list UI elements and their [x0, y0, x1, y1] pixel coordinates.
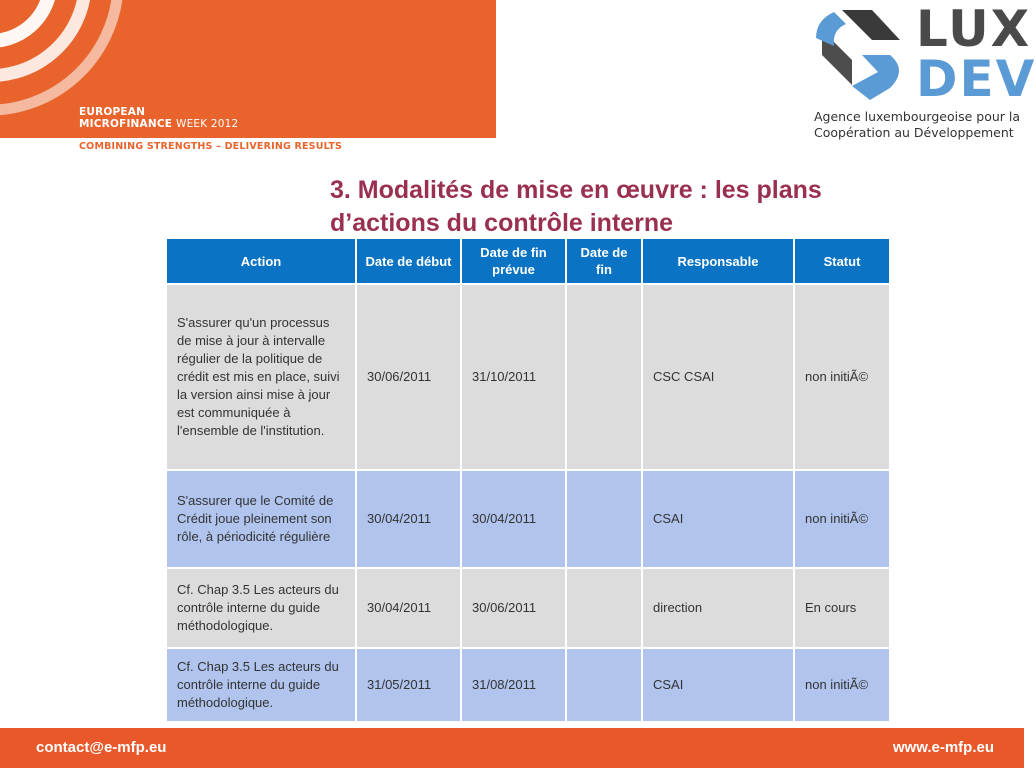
col-header-status: Statut — [794, 238, 890, 284]
cell-start-date: 30/04/2011 — [356, 568, 461, 648]
cell-end-date — [566, 568, 642, 648]
logo-word-dev: DEV — [916, 50, 1036, 108]
cell-start-date: 30/06/2011 — [356, 284, 461, 470]
contact-email-link[interactable]: contact@e-mfp.eu — [36, 739, 167, 756]
cell-responsible: direction — [642, 568, 794, 648]
cell-status: non initiÃ© — [794, 648, 890, 722]
col-header-end-date: Date de fin — [566, 238, 642, 284]
cell-end-date — [566, 470, 642, 568]
cell-planned-end-date: 31/08/2011 — [461, 648, 566, 722]
col-header-action: Action — [166, 238, 356, 284]
website-link[interactable]: www.e-mfp.eu — [892, 739, 994, 756]
cell-end-date — [566, 284, 642, 470]
footer-bar — [0, 728, 1024, 768]
slide-title-line-1: 3. Modalités de mise en œuvre : les plans — [330, 176, 822, 204]
event-name — [79, 106, 238, 130]
cell-status: non initiÃ© — [794, 284, 890, 470]
cell-planned-end-date: 30/06/2011 — [461, 568, 566, 648]
cell-status: non initiÃ© — [794, 470, 890, 568]
event-banner — [0, 0, 496, 138]
cell-action: S'assurer qu'un processus de mise à jour à intervalle régulier de la politique de crédit est mis en place, suivi la version ainsi mise à jour est communiquée à l'ensemble de l'institution. — [166, 284, 356, 470]
cell-responsible: CSAI — [642, 648, 794, 722]
cell-start-date: 30/04/2011 — [356, 470, 461, 568]
cell-responsible: CSAI — [642, 470, 794, 568]
table-row — [166, 648, 890, 722]
slide-title-line-2: d’actions du contrôle interne — [330, 209, 674, 237]
event-line-2: MICROFINANCE — [79, 118, 173, 130]
col-header-planned-end-date: Date de fin prévue — [461, 238, 566, 284]
event-year: WEEK 2012 — [176, 118, 239, 130]
action-plan-table — [165, 237, 891, 723]
cell-end-date — [566, 648, 642, 722]
cell-status: En cours — [794, 568, 890, 648]
logo-subtitle-line-2: Coopération au Développement — [814, 125, 1014, 140]
logo-subtitle — [814, 109, 1024, 141]
table-row — [166, 470, 890, 568]
table-row — [166, 568, 890, 648]
logo-subtitle-line-1: Agence luxembourgeoise pour la — [814, 109, 1021, 124]
cell-start-date: 31/05/2011 — [356, 648, 461, 722]
cell-planned-end-date: 30/04/2011 — [461, 470, 566, 568]
event-tagline: COMBINING STRENGTHS – DELIVERING RESULTS — [79, 141, 343, 152]
table-header-row — [166, 238, 890, 284]
cell-action: S'assurer que le Comité de Crédit joue pleinement son rôle, à périodicité régulière — [166, 470, 356, 568]
slide-title — [330, 174, 930, 240]
arc-decoration-icon — [0, 0, 496, 138]
cell-planned-end-date: 31/10/2011 — [461, 284, 566, 470]
luxdev-logo — [812, 0, 1036, 150]
cell-action: Cf. Chap 3.5 Les acteurs du contrôle interne du guide méthodologique. — [166, 568, 356, 648]
event-line-1: EUROPEAN — [79, 106, 146, 118]
table-row — [166, 284, 890, 470]
cell-responsible: CSC CSAI — [642, 284, 794, 470]
logo-word-lux: LUX — [916, 0, 1032, 58]
luxdev-mark-icon — [812, 0, 916, 104]
cell-action: Cf. Chap 3.5 Les acteurs du contrôle interne du guide méthodologique. — [166, 648, 356, 722]
col-header-start-date: Date de début — [356, 238, 461, 284]
col-header-responsible: Responsable — [642, 238, 794, 284]
